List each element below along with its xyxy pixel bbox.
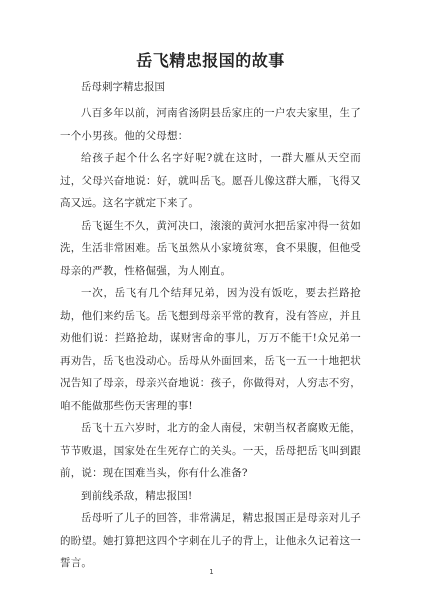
document-title: 岳飞精忠报国的故事 — [136, 51, 285, 70]
paragraph: 岳飞诞生不久，黄河决口，滚滚的黄河水把岳家冲得一贫如洗，生活非常困难。岳飞虽然从小家境贫寒，食不果腹，但他受母亲的严教，性格倔强，为人刚直。 — [60, 219, 361, 277]
paragraph: 到前线杀敌，精忠报国! — [81, 489, 193, 502]
document-subtitle: 岳母刺字精忠报国 — [81, 81, 165, 93]
page-number: 1 — [209, 568, 214, 576]
paragraph: 八百多年以前，河南省汤阴县岳家庄的一户农夫家里，生了一个小男孩。他的父母想： — [60, 107, 361, 142]
paragraph: 岳母听了儿子的回答，非常满足，精忠报国正是母亲对儿子的盼望。她打算把这四个字刺在儿子的背上，让他永久记着这一誓言。 — [60, 512, 361, 569]
paragraph: 岳飞十五六岁时，北方的金人南侵，宋朝当权者腐败无能，节节败退，国家处在生死存亡的关头。一天，岳母把岳飞叫到跟前，说：现在国难当头，你有什么准备? — [60, 422, 361, 479]
paragraph: 一次，岳飞有几个结拜兄弟，因为没有饭吃，要去拦路抢劫，他们来约岳飞。岳飞想到母亲平常的教育，没有答应，并且劝他们说：拦路抢劫，谋财害命的事儿，万万不能干!众兄弟一再劝告，岳飞也没动心。岳母从外面回来，岳飞一五一十地把状况告知了母亲，母亲兴奋地说：孩子，你做得对，人穷志不穷，咱不能做那些伤天害理的事! — [60, 287, 361, 412]
paragraph: 给孩子起个什么名字好呢?就在这时，一群大雁从天空而过，父母兴奋地说：好，就叫岳飞。愿吾儿像这群大雁，飞得又高又远。这名字就定下来了。 — [60, 152, 361, 209]
